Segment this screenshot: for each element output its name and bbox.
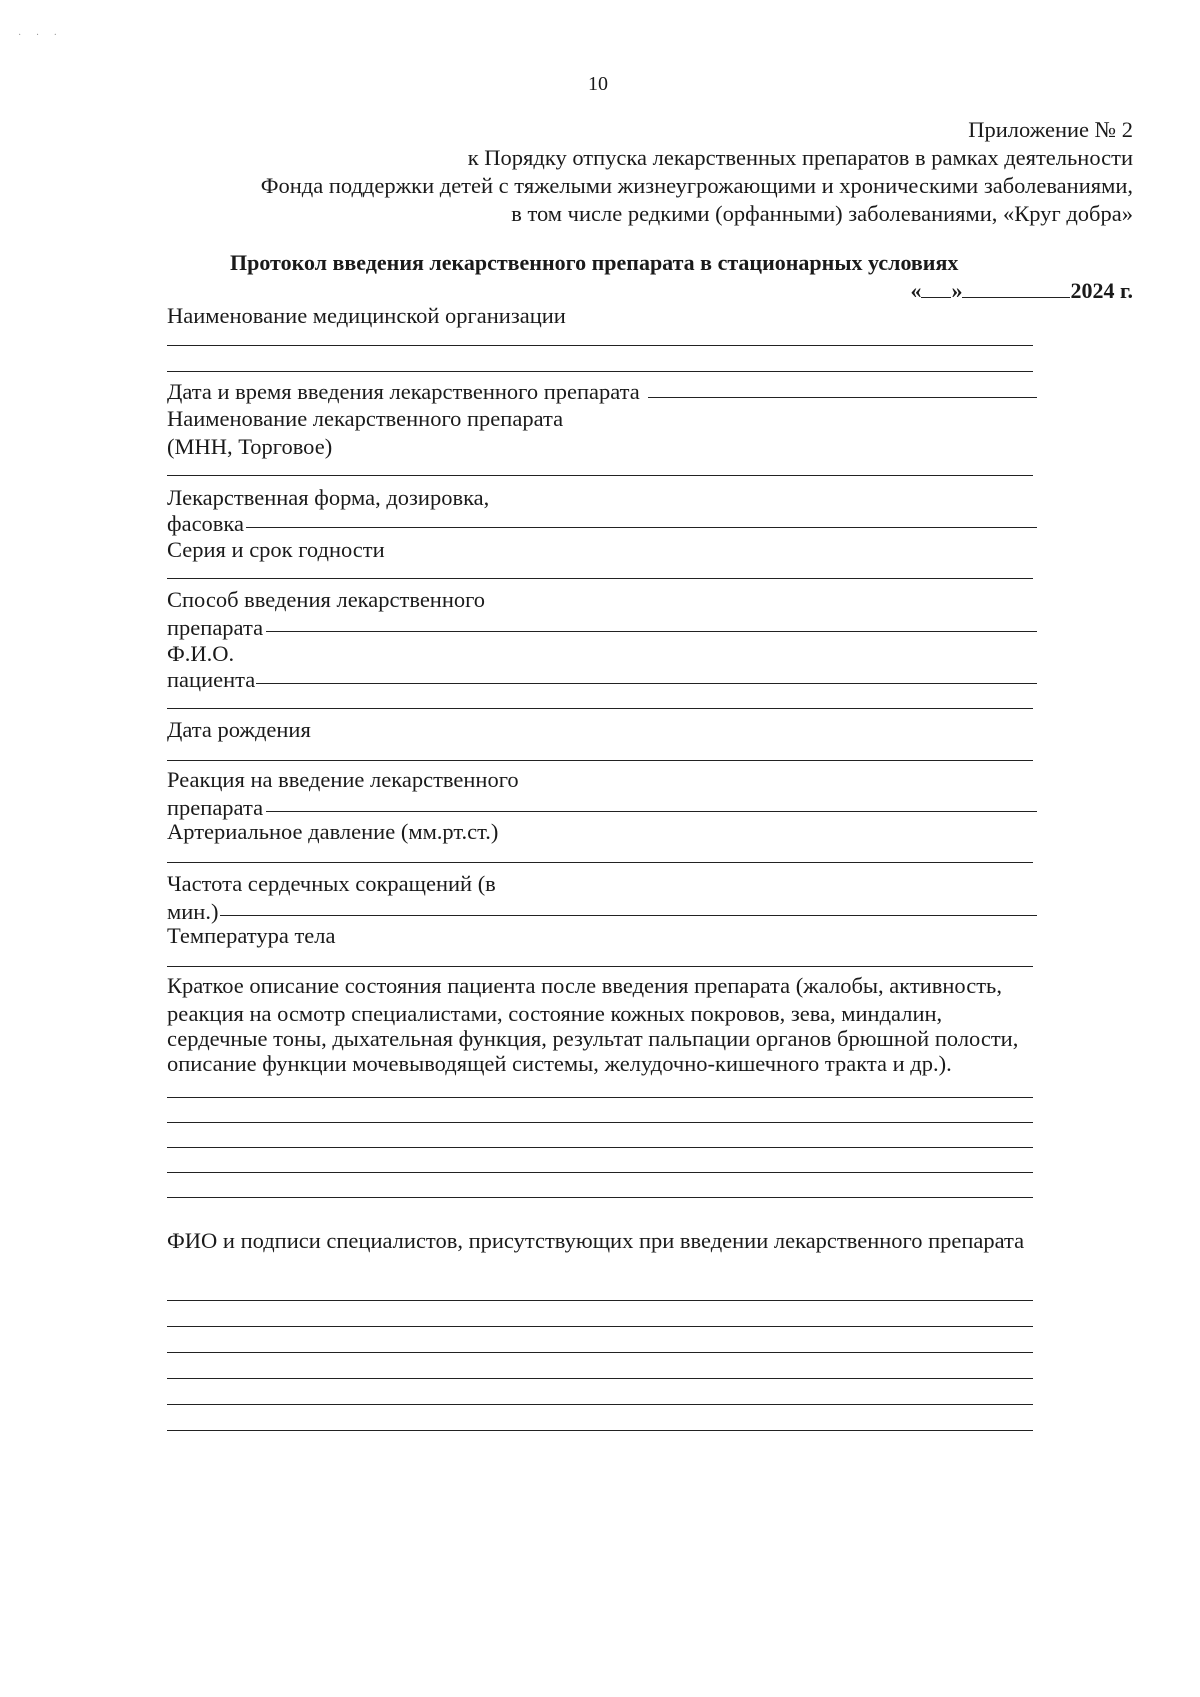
heart-rate-line[interactable] bbox=[220, 915, 1037, 916]
fio-line-2[interactable] bbox=[167, 708, 1033, 709]
org-label: Наименование медицинской организации bbox=[167, 303, 566, 328]
date-open-quote: « bbox=[910, 278, 922, 303]
form-line[interactable] bbox=[246, 527, 1037, 528]
date-year: 2024 г. bbox=[1070, 278, 1133, 303]
route-line[interactable] bbox=[266, 631, 1037, 632]
description-line-4: описание функции мочевыводящей системы, желудочно-кишечного тракта и др.). bbox=[167, 1051, 952, 1076]
day-blank[interactable] bbox=[921, 275, 951, 298]
reaction-line[interactable] bbox=[266, 811, 1037, 812]
date-close-quote: » bbox=[951, 278, 963, 303]
signature-line-2[interactable] bbox=[167, 1326, 1033, 1327]
description-line-blank-2[interactable] bbox=[167, 1122, 1033, 1123]
document-title: Протокол введения лекарственного препарата в стационарных условиях bbox=[230, 250, 959, 275]
drug-name-sublabel: (МНН, Торговое) bbox=[167, 434, 333, 459]
date-line bbox=[910, 275, 1133, 304]
route-label-2: препарата bbox=[167, 615, 264, 640]
signatures-label: ФИО и подписи специалистов, присутствующих при введении лекарственного препарата bbox=[167, 1228, 1025, 1253]
birth-line[interactable] bbox=[167, 760, 1033, 761]
signature-line-3[interactable] bbox=[167, 1352, 1033, 1353]
series-line[interactable] bbox=[167, 578, 1033, 579]
appendix-line-4: в том числе редкими (орфанными) заболеваниями, «Круг добра» bbox=[511, 201, 1133, 226]
datetime-label: Дата и время введения лекарственного препарата bbox=[167, 379, 640, 404]
appendix-line-2: к Порядку отпуска лекарственных препаратов в рамках деятельности bbox=[467, 145, 1133, 170]
temperature-label: Температура тела bbox=[167, 923, 336, 948]
appendix-label: Приложение № 2 bbox=[968, 117, 1133, 142]
series-label: Серия и срок годности bbox=[167, 537, 385, 562]
form-label-2: фасовка bbox=[167, 511, 245, 536]
signature-line-6[interactable] bbox=[167, 1430, 1033, 1431]
route-label: Способ введения лекарственного bbox=[167, 587, 486, 612]
fio-line[interactable] bbox=[256, 683, 1037, 684]
description-line-3: сердечные тоны, дыхательная функция, результат пальпации органов брюшной полости, bbox=[167, 1026, 1019, 1051]
description-line-2: реакция на осмотр специалистами, состояние кожных покровов, зева, миндалин, bbox=[167, 1001, 943, 1026]
heart-rate-label-2: мин.) bbox=[167, 899, 219, 924]
form-label: Лекарственная форма, дозировка, bbox=[167, 485, 490, 510]
description-line-blank-1[interactable] bbox=[167, 1097, 1033, 1098]
drug-name-line[interactable] bbox=[167, 475, 1033, 476]
page-number: 10 bbox=[588, 73, 608, 95]
signature-line-4[interactable] bbox=[167, 1378, 1033, 1379]
fio-label: Ф.И.О. bbox=[167, 641, 235, 666]
fio-label-2: пациента bbox=[167, 667, 256, 692]
birth-label: Дата рождения bbox=[167, 717, 311, 742]
pressure-label: Артериальное давление (мм.рт.ст.) bbox=[167, 819, 499, 844]
month-blank[interactable] bbox=[962, 275, 1070, 298]
reaction-label-2: препарата bbox=[167, 795, 264, 820]
temperature-line[interactable] bbox=[167, 966, 1033, 967]
heart-rate-label: Частота сердечных сокращений (в bbox=[167, 871, 496, 896]
datetime-line[interactable] bbox=[648, 397, 1037, 398]
org-line-2[interactable] bbox=[167, 371, 1033, 372]
reaction-label: Реакция на введение лекарственного bbox=[167, 767, 519, 792]
description-line-1: Краткое описание состояния пациента после введения препарата (жалобы, активность, bbox=[167, 973, 1002, 998]
signature-line-1[interactable] bbox=[167, 1300, 1033, 1301]
appendix-line-3: Фонда поддержки детей с тяжелыми жизнеугрожающими и хроническими заболеваниями, bbox=[260, 173, 1133, 198]
signature-line-5[interactable] bbox=[167, 1404, 1033, 1405]
description-line-blank-3[interactable] bbox=[167, 1147, 1033, 1148]
scan-artifact: · · · bbox=[18, 30, 63, 41]
description-line-blank-4[interactable] bbox=[167, 1172, 1033, 1173]
drug-name-label: Наименование лекарственного препарата bbox=[167, 406, 564, 431]
description-line-blank-5[interactable] bbox=[167, 1197, 1033, 1198]
org-line-1[interactable] bbox=[167, 345, 1033, 346]
pressure-line[interactable] bbox=[167, 862, 1033, 863]
